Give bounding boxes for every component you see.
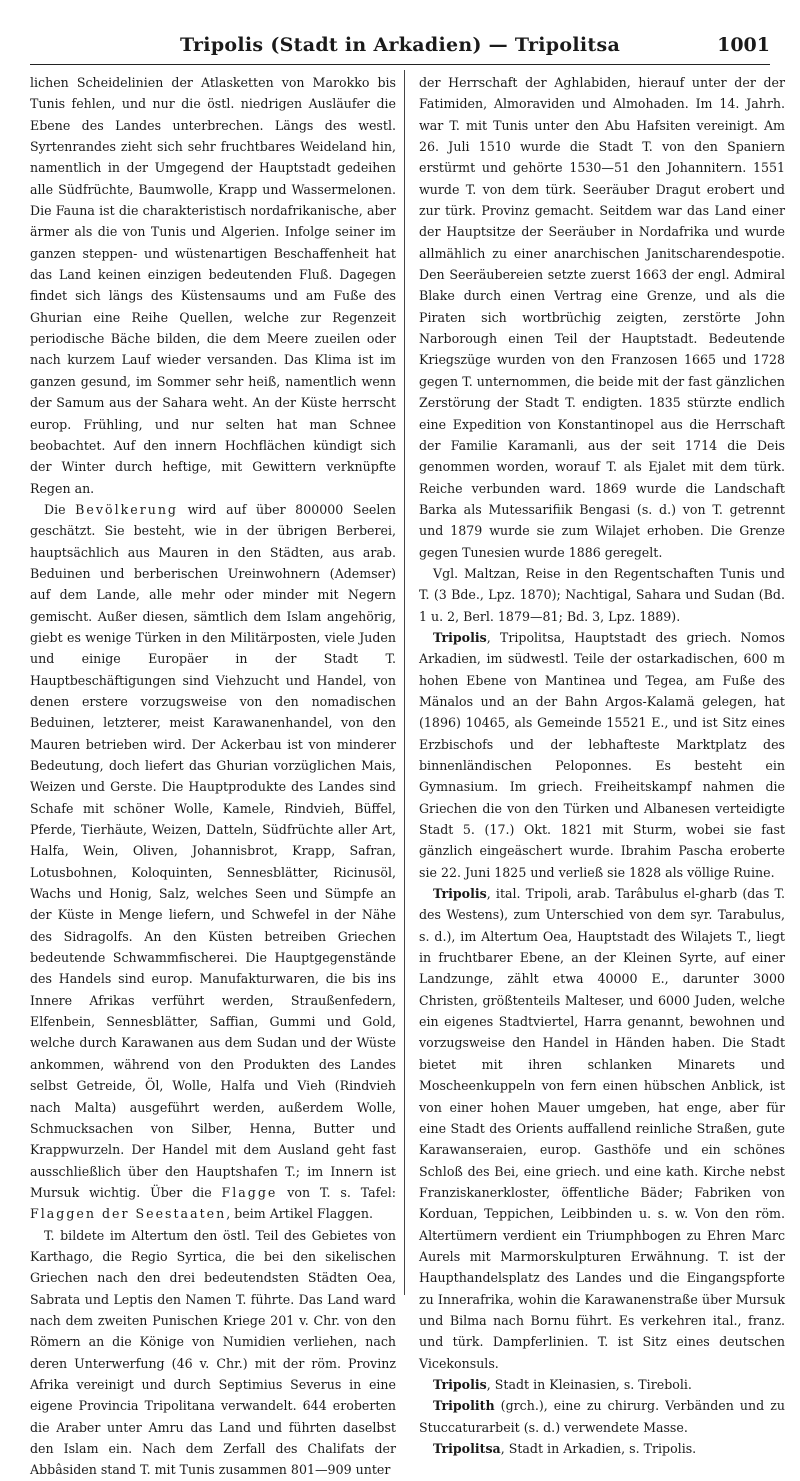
term-bevoelkerung: Bevölkerung	[75, 501, 178, 517]
page-header	[30, 34, 770, 64]
entry-tripolitsa: Tripolitsa, Stadt in Arkadien, s. Tripolis.	[433, 1441, 697, 1456]
entry-headword: Tripolis	[433, 629, 487, 645]
paragraph-history-cont: der Herrschaft der Aghlabiden, hierauf unter der der Fatimiden, Almoraviden und Almohaden. Im 14. Jahrh. war T. mit Tunis unter den Abu Hafsiten vereinigt. Am 26. Juli 1510 wurde die Stadt T. von den Spaniern erstürmt und gehörte 1530—51 den Johannitern. 1551 wurde T. von dem türk. Seeräuber Dragut erobert und zur türk. Provinz gemacht. Seitdem war das Land einer der Hauptsitze der Seeräuber in Nordafrika und wurde allmählich zu einer anarchischen Janitscharendespotie. Den Seeräubereien setzte zuerst 1663 der engl. Admiral Blake durch einen Vertrag eine Grenze, und als die Piraten sich wortbrüchig zeigten, zerstörte John Narborough einen Teil der Hauptstadt. Bedeutende Kriegszüge wurden von den Franzosen 1665 und 1728 gegen T. unternommen, die beide mit der fast gänzlichen Zerstörung der Stadt T. endigten. 1835 stürzte endlich eine Expedition von Konstantinopel aus die Herrschaft der Familie Karamanli, aus der seit 1714 die Deis genommen worden, worauf T. als Ejalet mit dem türk. Reiche verbunden ward. 1869 wurde die Landschaft Barka als Mutessarifiik Bengasi (s. d.) von T. getrennt und 1879 wurde sie zum Wilajet erhoben. Die Grenze gegen Tunesien wurde 1886 geregelt.	[419, 75, 785, 560]
page-number: 1001	[717, 34, 770, 56]
entry-tripolis-kleinasien: Tripolis, Stadt in Kleinasien, s. Tireboli.	[433, 1376, 692, 1392]
entry-headword: Tripolis	[433, 886, 487, 902]
right-column	[419, 72, 785, 1459]
paragraph-landscape: lichen Scheidelinien der Atlasketten von Marokko bis Tunis fehlen, und nur die östl. niedrigen Ausläufer die Ebene des Landes unterbrechen. Längs des westl. Syrtenrandes zieht sich sehr fruchtbares Weideland hin, namentlich in der Umgegend der Hauptstadt gedeihen alle Südfrüchte, Baumwolle, Krapp und Wassermelonen. Die Fauna ist die charakteristisch nordafrikanische, aber ärmer als die von Tunis und Algerien. Infolge seiner im ganzen steppen- und wüstenartigen Beschaffenheit hat das Land keinen einzigen bedeutenden Fluß. Dagegen findet sich längs des Küstensaums und am Fuße des Ghurian eine Reihe Quellen, welche zur Regenzeit periodische Bäche bilden, die dem Meere zueilen oder nach kurzem Lauf wieder versanden. Das Klima ist im ganzen gesund, im Sommer sehr heiß, namentlich wenn der Samum aus der Sahara weht. An der Küste herrscht europ. Frühling, und nur selten hat man Schnee beobachtet. Auf den innern Hochflächen kündigt sich der Winter durch heftige, mit Gewittern verknüpfte Regen an.	[30, 75, 396, 496]
entry-tripolith: Tripolith (grch.), eine zu chirurg. Verbänden und zu Stuccaturarbeit (s. d.) verwendete Masse.	[419, 1398, 785, 1435]
entry-tripolis-africa: Tripolis, ital. Tripoli, arab. Tarâbulus el-gharb (das T. des Westens), zum Unterschied von dem syr. Tarabulus, s. d.), im Altertum Oea, Hauptstadt des Wilajets T., liegt in fruchtbarer Ebene, an der Kleinen Syrte, auf einer Landzunge, zählt etwa 40000 E., darunter 3000 Christen, größtenteils Malteser, und 6000 Juden, welche ein eigenes Stadtviertel, Harra genannt, bewohnen und vorzugsweise den Handel in Händen haben. Die Stadt bietet mit ihren schlanken Minarets und Moscheenkuppeln von fern einen hübschen Anblick, ist von einer hohen Mauer umgeben, hat enge, aber für eine Stadt des Orients auffallend reinliche Straßen, gute Karawanseraien, europ. Gasthöfe und ein schönes Schloß des Bei, eine griech. und eine kath. Kirche nebst Franziskanerkloster, öffentliche Bäder; Fabriken von Korduan, Teppichen, Leibbinden u. s. w. Von den röm. Altertümern verdient ein Triumphbogen zu Ehren Marc Aurels mit Marmorskulpturen Erwähnung. T. ist der Haupthandelsplatz des Landes und die Eingangspforte zu Innerafrika, wohin die Karawanenstraße über Mursuk und Bilma nach Bornu führt. Es verkehren ital., franz. und türk. Dampferlinien. T. ist Sitz eines deutschen Vicekonsuls.	[419, 886, 785, 1371]
term-flagge: Flagge	[221, 1184, 278, 1200]
paragraph-history: T. bildete im Altertum den östl. Teil des Gebietes von Karthago, die Regio Syrtica, die bei den sikelischen Griechen nach den drei bedeutendsten Städten Oea, Sabrata und Leptis den Namen T. führte. Das Land ward nach dem zweiten Punischen Kriege 201 v. Chr. von den Römern an die Könige von Numidien verliehen, nach deren Unterwerfung (46 v. Chr.) mit der röm. Provinz Afrika vereinigt und durch Septimius Severus in eine eigene Provincia Tripolitana verwandelt. 644 eroberten die Araber unter Amru das Land und führten daselbst den Islam ein. Nach dem Zerfall des Chalifats der Abbâsiden stand T. mit Tunis zusammen 801—909 unter	[30, 1227, 396, 1478]
paragraph-population: Die Bevölkerung wird auf über 800000 Seelen geschätzt. Sie besteht, wie in der übrigen Berberei, hauptsächlich aus Mauren in den Städten, aus arab. Beduinen und berberischen Ureinwohnern (Ademser) auf dem Lande, alle mehr oder minder mit Negern gemischt. Außer diesen, sämtlich dem Islam angehörig, giebt es wenige Türken in den Militärposten, viele Juden und einige Europäer in der Stadt T. Hauptbeschäftigungen sind Viehzucht und Handel, von denen erstere vorzugsweise von den nomadischen Beduinen, letzterer, meist Karawanenhandel, von den Mauren betrieben wird. Der Ackerbau ist von minderer Bedeutung, doch liefert das Ghurian vorzüglichen Mais, Weizen und Gerste. Die Hauptprodukte des Landes sind Schafe mit schöner Wolle, Kamele, Rindvieh, Büffel, Pferde, Tierhäute, Weizen, Datteln, Südfrüchte aller Art, Halfa, Wein, Oliven, Johannisbrot, Krapp, Safran, Lotusbohnen, Koloquinten, Sennesblätter, Ricinusöl, Wachs und Honig, Salz, welches Seen und Sümpfe an der Küste in Menge liefern, und Schwefel in der Nähe des Sidragolfs. An den Küsten betreiben Griechen bedeutende Schwammfischerei. Die Hauptgegenstände des Handels sind europ. Manufakturwaren, die bis ins Innere Afrikas verführt werden, Straußenfedern, Elfenbein, Sennesblätter, Saffian, Gummi und Gold, welche durch Karawanen aus dem Sudan und der Wüste ankommen, während von den Produkten des Landes selbst Getreide, Öl, Wolle, Halfa und Vieh (Rindvieh nach Malta) ausgeführt werden, außerdem Wolle, Schmucksachen von Silber, Henna, Butter und Krappwurzeln. Der Handel mit dem Ausland geht fast ausschließlich über den Hauptshafen T.; im Innern ist Mursuk wichtig. Über die Flagge von T. s. Tafel: Flaggen der Seestaaten, beim Artikel Flaggen.	[30, 501, 397, 1222]
term-tafel: Flaggen der Seestaaten	[30, 1206, 227, 1222]
header-rule	[30, 64, 770, 65]
entry-headword: Tripolis	[433, 1376, 487, 1392]
left-column	[30, 72, 396, 1481]
running-head: Tripolis (Stadt in Arkadien) — Tripolitsa	[179, 34, 621, 56]
entry-headword: Tripolith	[433, 1398, 495, 1414]
entry-headword: Tripolitsa	[433, 1441, 501, 1456]
entry-tripolis-arkadien: Tripolis, Tripolitsa, Hauptstadt des griech. Nomos Arkadien, im südwestl. Teile der ostarkadischen, 600 m hohen Ebene von Mantinea und Tegea, am Fuße des Mänalos und an der Bahn Argos-Kalamä gelegen, hat (1896) 10465, als Gemeinde 15521 E., und ist Sitz eines Erzbischofs und der lebhafteste Marktplatz des binnenländischen Peloponnes. Es besteht ein Gymnasium. Im griech. Freiheitskampf nahmen die Griechen die von den Türken und Albanesen verteidigte Stadt 5. (17.) Okt. 1821 mit Sturm, wobei sie fast gänzlich eingeäschert wurde. Ibrahim Pascha eroberte sie 22. Juni 1825 und verließ sie 1828 als völlige Ruine.	[419, 629, 785, 880]
column-divider	[404, 70, 405, 1295]
paragraph-literature: Vgl. Maltzan, Reise in den Regentschaften Tunis und T. (3 Bde., Lpz. 1870); Nachtigal, Sahara und Sudan (Bd. 1 u. 2, Berl. 1879—81; Bd. 3, Lpz. 1889).	[419, 565, 785, 624]
